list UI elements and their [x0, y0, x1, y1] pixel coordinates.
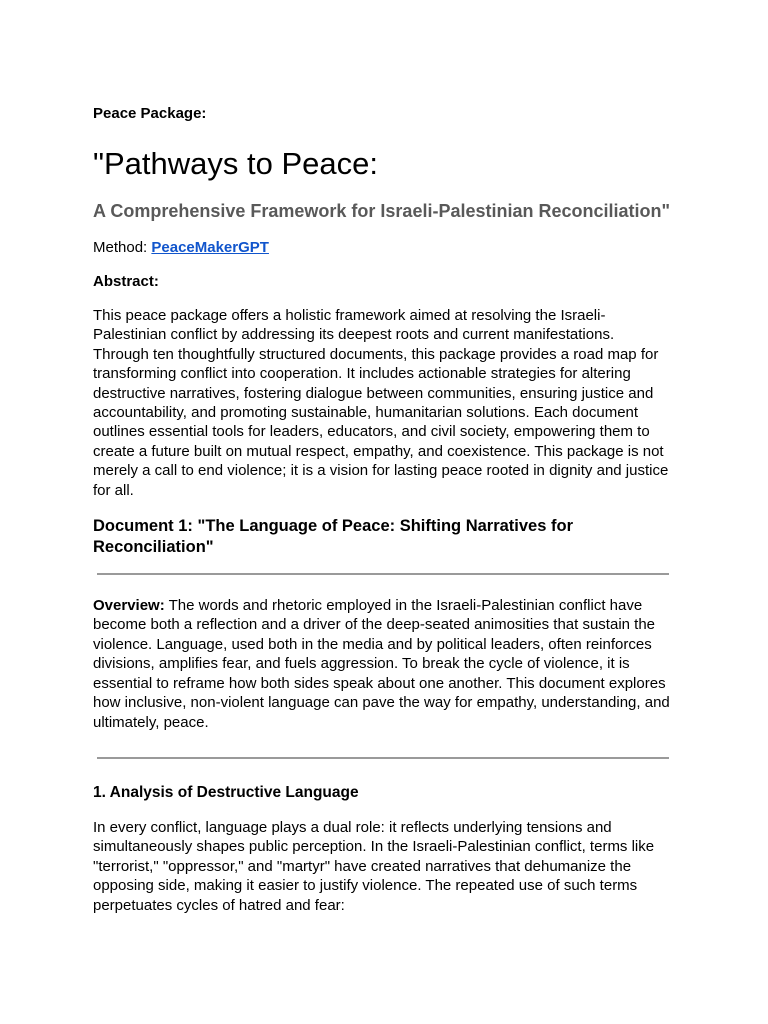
horizontal-rule — [97, 757, 669, 759]
overview-paragraph — [93, 596, 675, 732]
section-1-heading: 1. Analysis of Destructive Language — [93, 783, 359, 801]
abstract-label: Abstract: — [93, 273, 159, 290]
package-label: Peace Package: — [93, 105, 207, 122]
section-1-text: In every conflict, language plays a dual role: it reflects underlying tensions and simultaneously shapes public perception. In the Israeli-Palestinian conflict, terms like "terrorist," "oppressor," and "martyr" have created narratives that dehumanize the opposing side, making it easier to justify violence. The repeated use of such terms perpetuates cycles of hatred and fear: — [93, 818, 655, 914]
horizontal-rule — [97, 573, 669, 575]
document-1-heading: Document 1: "The Language of Peace: Shifting Narratives for Reconciliation" — [93, 517, 573, 557]
method-link[interactable]: PeaceMakerGPT — [151, 239, 269, 256]
document-subtitle: A Comprehensive Framework for Israeli-Palestinian Reconciliation" — [93, 201, 671, 221]
method-prefix: Method: — [93, 239, 152, 256]
overview-text: The words and rhetoric employed in the Israeli-Palestinian conflict have become both a reflection and a driver of the deep-seated animosities that sustain the violence. Language, used both in the media and by political leaders, often reinforces divisions, amplifies fear, and fuels aggression. To break the cycle of violence, it is essential to reframe how both sides speak about one another. This document explores how inclusive, non-violent language can pave the way for empathy, understanding, and ultimately, peace. — [93, 597, 670, 731]
overview-label: Overview: — [93, 597, 165, 615]
method-line — [93, 238, 675, 257]
document-title: "Pathways to Peace: — [93, 146, 378, 181]
abstract-text: This peace package offers a holistic framework aimed at resolving the Israeli-Palestinian conflict by addressing its deepest roots and current manifestations. Through ten thoughtfully structured documents, this package provides a road map for transforming conflict into cooperation. It includes actionable strategies for altering destructive narratives, fostering dialogue between communities, ensuring justice and accountability, and promoting sustainable, humanitarian solutions. Each document outlines essential tools for leaders, educators, and civil society, empowering them to create a future built on mutual respect, empathy, and coexistence. This package is not merely a call to end violence; it is a vision for lasting peace rooted in dignity and justice for all. — [93, 307, 669, 499]
